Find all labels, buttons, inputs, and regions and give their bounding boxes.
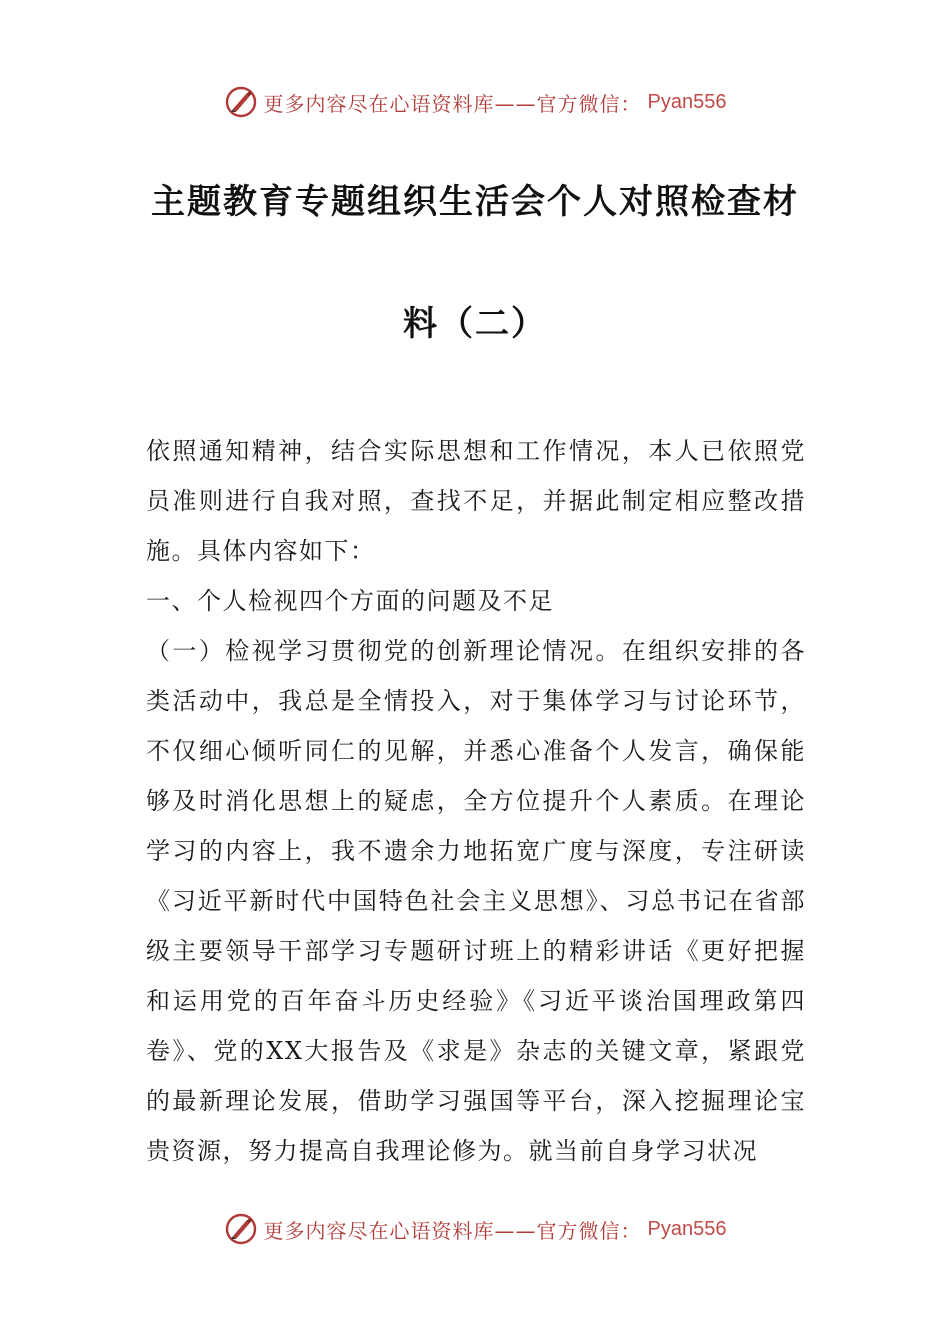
watermark-text: 更多内容尽在心语资料库——官方微信： [263,1218,642,1243]
section-paragraph: （一）检视学习贯彻党的创新理论情况。在组织安排的各类活动中，我总是全情投入，对于集体学习与讨论环节，不仅细心倾听同仁的见解，并悉心准备个人发言，确保能够及时消化思想上的疑虑，全方位提升个人素质。在理论学习的内容上，我不遗余力地拓宽广度与深度，专注研读《习近平新时代中国特色社会主义思想》、习总书记在省部级主要领导干部学习专题研讨班上的精彩讲话《更好把握和运用党的百年奋斗历史经验》《习近平谈治国理政第四卷》、党的XX大报告及《求是》杂志的关键文章，紧跟党的最新理论发展，借助学习强国等平台，深入挖掘理论宝贵资源，努力提高自我理论修为。就当前自身学习状况 [146,637,806,1165]
document-body [146,426,806,1176]
watermark-handle: Pyan556 [647,1217,727,1240]
intro-paragraph: 依照通知精神，结合实际思想和工作情况，本人已依照党员准则进行自我对照，查找不足，并据此制定相应整改措施。具体内容如下： [146,437,806,565]
watermark-banner-bottom [0,1207,950,1251]
pen-seal-icon [224,1212,258,1246]
section-heading: 一、个人检视四个方面的问题及不足 [146,587,554,615]
document-title-line1: 主题教育专题组织生活会个人对照检查材 [151,182,799,222]
watermark-handle: Pyan556 [647,90,727,113]
watermark-text: 更多内容尽在心语资料库——官方微信： [263,91,642,116]
pen-seal-icon [224,85,258,119]
document-title-line2: 料（二） [403,304,547,344]
watermark-banner-top [0,80,950,124]
